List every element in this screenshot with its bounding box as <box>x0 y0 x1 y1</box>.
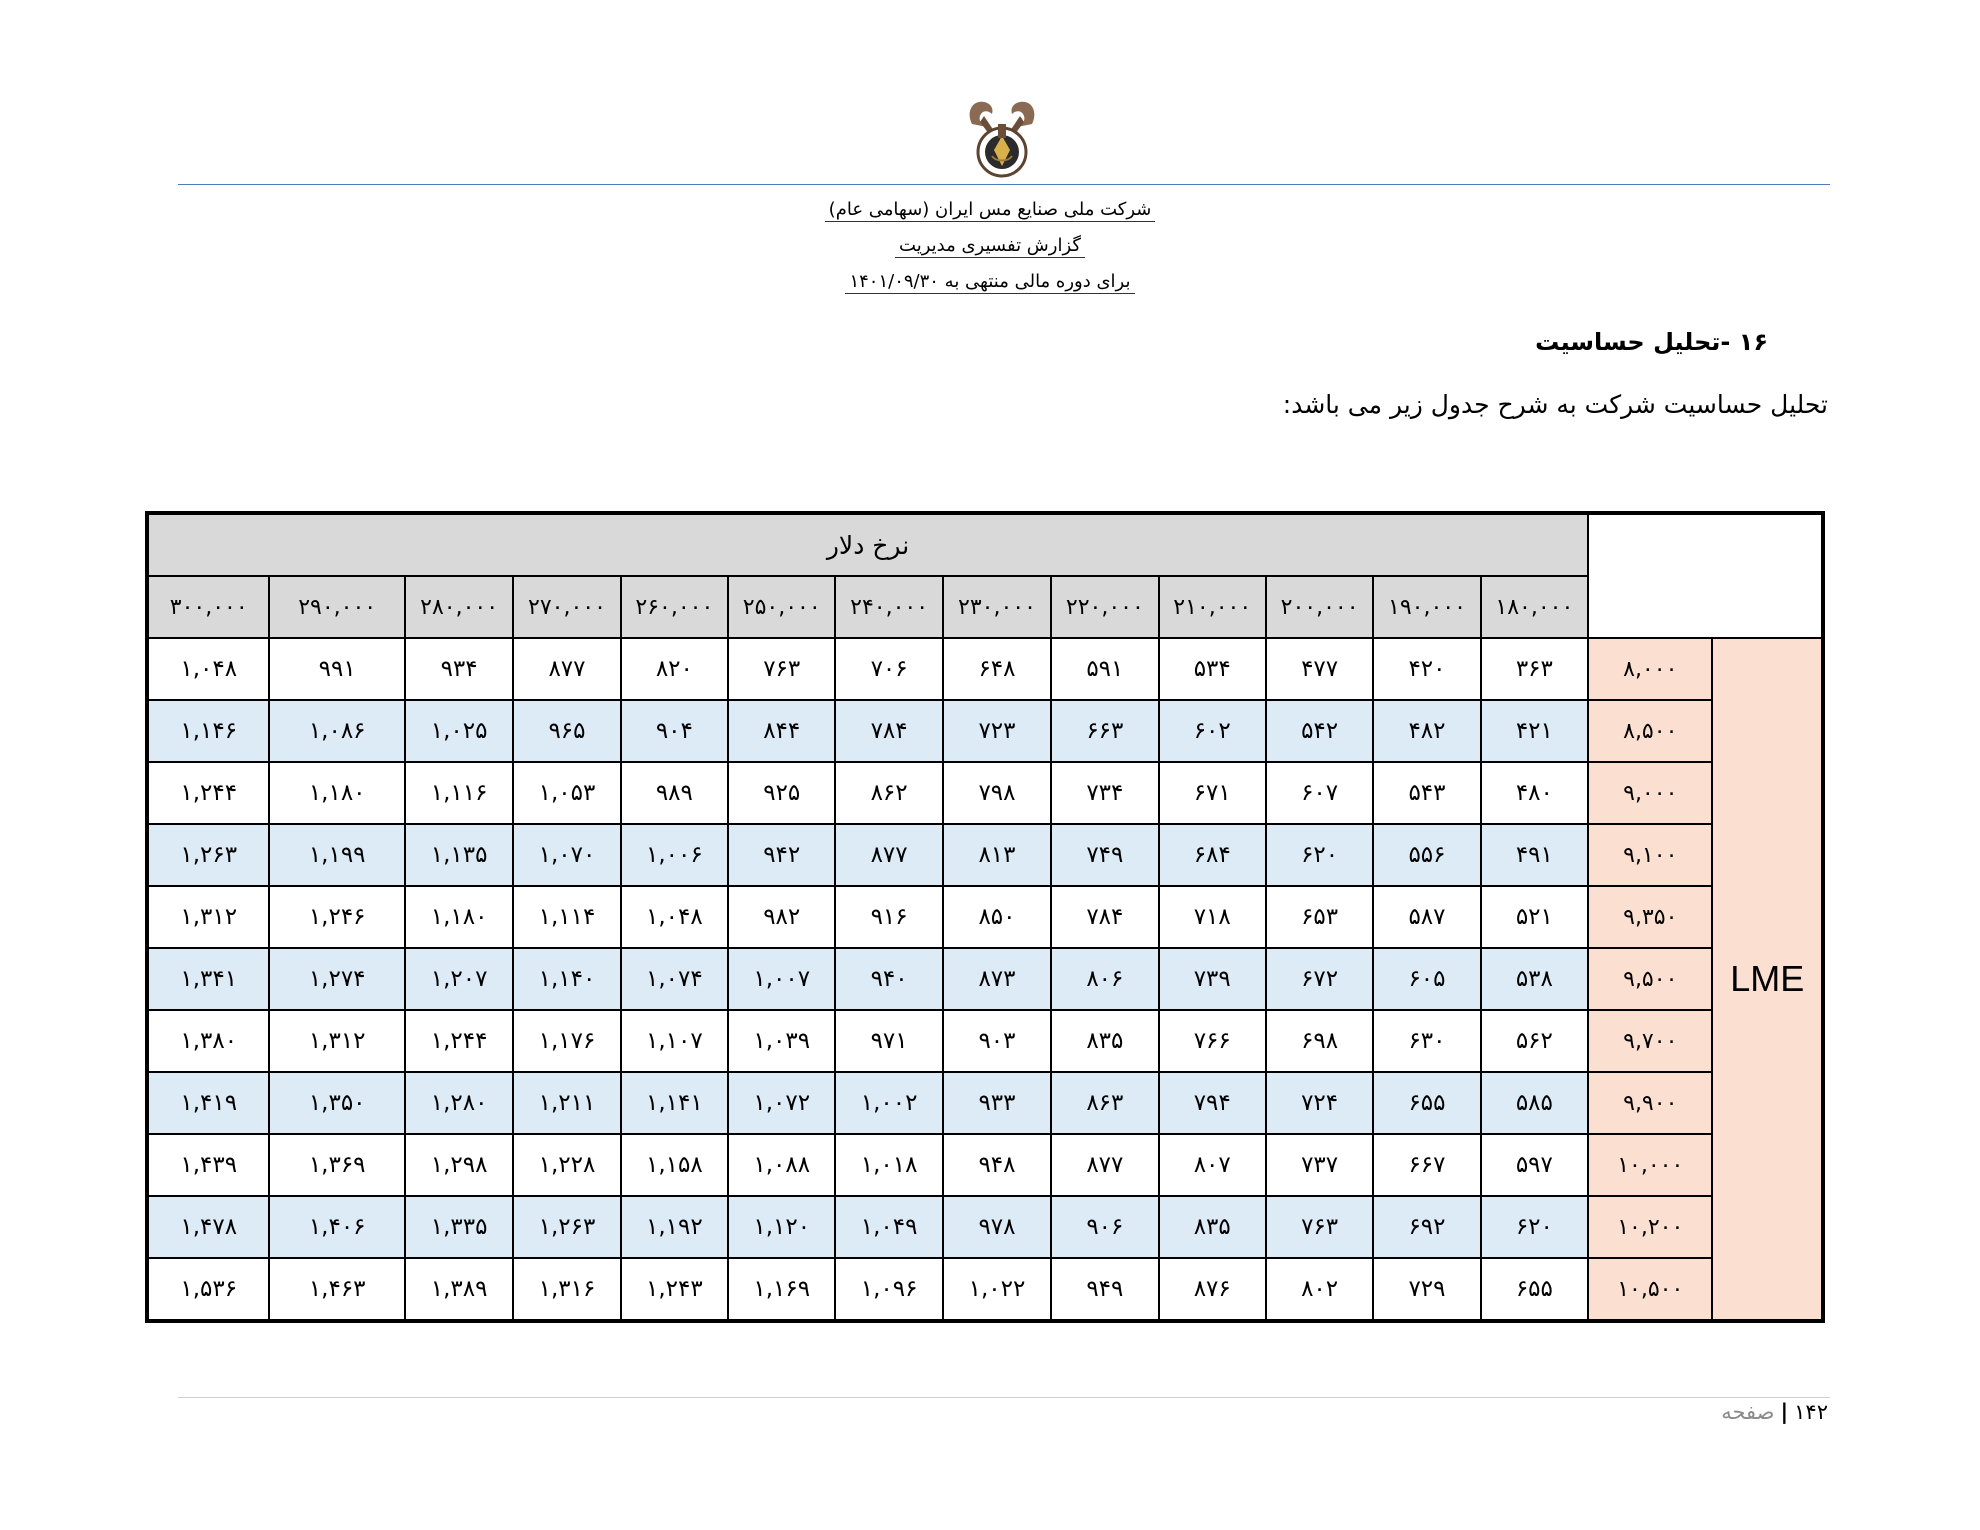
table-cell: ۶۴۸ <box>943 638 1051 700</box>
table-cell: ۱,۱۳۵ <box>405 824 513 886</box>
lme-price-cell: ۸,۰۰۰ <box>1588 638 1712 700</box>
lme-price-cell: ۹,۰۰۰ <box>1588 762 1712 824</box>
table-cell: ۸۲۰ <box>621 638 728 700</box>
table-cell: ۹۳۴ <box>405 638 513 700</box>
table-cell: ۶۹۲ <box>1373 1196 1480 1258</box>
table-cell: ۸۷۶ <box>1159 1258 1266 1321</box>
table-cell: ۱,۱۴۱ <box>621 1072 728 1134</box>
table-cell: ۱,۰۲۲ <box>943 1258 1051 1321</box>
table-cell: ۱,۰۷۲ <box>728 1072 835 1134</box>
dollar-rate-cell: ۲۷۰,۰۰۰ <box>513 576 620 638</box>
table-cell: ۱,۳۱۲ <box>269 1010 404 1072</box>
lme-price-cell: ۹,۳۵۰ <box>1588 886 1712 948</box>
page-label: صفحه <box>1721 1400 1775 1424</box>
table-cell: ۱,۳۸۹ <box>405 1258 513 1321</box>
table-cell: ۴۹۱ <box>1481 824 1588 886</box>
table-cell: ۷۳۴ <box>1051 762 1158 824</box>
table-cell: ۱,۲۴۴ <box>405 1010 513 1072</box>
report-title: گزارش تفسیری مدیریت <box>895 235 1085 258</box>
table-cell: ۸۷۷ <box>1051 1134 1158 1196</box>
table-cell: ۱,۱۸۰ <box>405 886 513 948</box>
table-cell: ۵۳۴ <box>1159 638 1266 700</box>
table-cell: ۶۰۵ <box>1373 948 1480 1010</box>
dollar-rate-cell: ۲۶۰,۰۰۰ <box>621 576 728 638</box>
table-cell: ۸۷۷ <box>513 638 620 700</box>
table-cell: ۷۲۳ <box>943 700 1051 762</box>
table-row <box>147 1010 1823 1072</box>
table-cell: ۱,۰۰۶ <box>621 824 728 886</box>
table-cell: ۵۵۶ <box>1373 824 1480 886</box>
table-cell: ۷۶۳ <box>728 638 835 700</box>
table-cell: ۶۳۰ <box>1373 1010 1480 1072</box>
table-cell: ۹۸۲ <box>728 886 835 948</box>
table-cell: ۱,۱۹۹ <box>269 824 404 886</box>
sensitivity-table <box>145 511 1825 1323</box>
table-cell: ۱,۲۹۸ <box>405 1134 513 1196</box>
lme-price-cell: ۹,۷۰۰ <box>1588 1010 1712 1072</box>
table-cell: ۷۸۴ <box>1051 886 1158 948</box>
table-cell: ۱,۲۱۱ <box>513 1072 620 1134</box>
report-period: برای دوره مالی منتهی به ۱۴۰۱/۰۹/۳۰ <box>845 271 1134 294</box>
section-title: ۱۶ -تحلیل حساسیت <box>1535 328 1768 356</box>
lme-price-cell: ۱۰,۲۰۰ <box>1588 1196 1712 1258</box>
table-cell: ۶۲۰ <box>1266 824 1373 886</box>
table-cell: ۱,۲۲۸ <box>513 1134 620 1196</box>
table-cell: ۵۲۱ <box>1481 886 1588 948</box>
table-cell: ۹۶۵ <box>513 700 620 762</box>
table-row <box>147 638 1823 700</box>
table-cell: ۱,۰۲۵ <box>405 700 513 762</box>
table-row <box>147 824 1823 886</box>
table-cell: ۱,۳۸۰ <box>147 1010 269 1072</box>
table-cell: ۷۴۹ <box>1051 824 1158 886</box>
table-cell: ۷۶۶ <box>1159 1010 1266 1072</box>
dollar-rate-cell: ۲۲۰,۰۰۰ <box>1051 576 1158 638</box>
table-cell: ۷۳۷ <box>1266 1134 1373 1196</box>
table-cell: ۹۷۱ <box>835 1010 942 1072</box>
table-cell: ۵۹۷ <box>1481 1134 1588 1196</box>
table-cell: ۶۶۷ <box>1373 1134 1480 1196</box>
table-cell: ۱,۳۵۰ <box>269 1072 404 1134</box>
table-cell: ۶۵۳ <box>1266 886 1373 948</box>
table-cell: ۱,۱۰۷ <box>621 1010 728 1072</box>
lme-price-cell: ۹,۹۰۰ <box>1588 1072 1712 1134</box>
dollar-rate-cell: ۲۹۰,۰۰۰ <box>269 576 404 638</box>
lme-price-cell: ۹,۵۰۰ <box>1588 948 1712 1010</box>
table-cell: ۴۲۰ <box>1373 638 1480 700</box>
dollar-rate-cell: ۲۴۰,۰۰۰ <box>835 576 942 638</box>
table-cell: ۸۷۷ <box>835 824 942 886</box>
table-row <box>147 762 1823 824</box>
table-cell: ۹۴۸ <box>943 1134 1051 1196</box>
table-cell: ۱,۰۱۸ <box>835 1134 942 1196</box>
table-cell: ۸۰۷ <box>1159 1134 1266 1196</box>
table-cell: ۷۹۴ <box>1159 1072 1266 1134</box>
table-cell: ۱,۴۰۶ <box>269 1196 404 1258</box>
table-cell: ۸۴۴ <box>728 700 835 762</box>
table-cell: ۹۰۴ <box>621 700 728 762</box>
table-cell: ۸۳۵ <box>1159 1196 1266 1258</box>
lme-price-cell: ۱۰,۵۰۰ <box>1588 1258 1712 1321</box>
table-cell: ۱,۰۸۸ <box>728 1134 835 1196</box>
table-cell: ۱,۱۲۰ <box>728 1196 835 1258</box>
table-cell: ۱,۰۰۲ <box>835 1072 942 1134</box>
table-cell: ۹۸۹ <box>621 762 728 824</box>
table-cell: ۱,۳۱۲ <box>147 886 269 948</box>
table-cell: ۶۰۷ <box>1266 762 1373 824</box>
table-row <box>147 948 1823 1010</box>
table-cell: ۷۶۳ <box>1266 1196 1373 1258</box>
lme-label: LME <box>1712 638 1823 1321</box>
company-logo <box>962 94 1042 180</box>
table-cell: ۱,۳۱۶ <box>513 1258 620 1321</box>
table-cell: ۷۲۴ <box>1266 1072 1373 1134</box>
dollar-rate-cell: ۲۱۰,۰۰۰ <box>1159 576 1266 638</box>
table-cell: ۵۶۲ <box>1481 1010 1588 1072</box>
table-cell: ۸۳۵ <box>1051 1010 1158 1072</box>
table-cell: ۱,۱۶۹ <box>728 1258 835 1321</box>
table-cell: ۱,۰۹۶ <box>835 1258 942 1321</box>
table-cell: ۴۸۰ <box>1481 762 1588 824</box>
table-cell: ۵۴۲ <box>1266 700 1373 762</box>
table-cell: ۸۵۰ <box>943 886 1051 948</box>
table-cell: ۱,۵۳۶ <box>147 1258 269 1321</box>
dollar-rates-row <box>147 576 1823 638</box>
table-cell: ۶۲۰ <box>1481 1196 1588 1258</box>
table-cell: ۹۰۳ <box>943 1010 1051 1072</box>
table-cell: ۷۸۴ <box>835 700 942 762</box>
table-cell: ۸۰۲ <box>1266 1258 1373 1321</box>
table-cell: ۱,۱۷۶ <box>513 1010 620 1072</box>
corner-cell <box>1588 513 1823 638</box>
table-cell: ۸۱۳ <box>943 824 1051 886</box>
dollar-rate-cell: ۲۰۰,۰۰۰ <box>1266 576 1373 638</box>
table-cell: ۷۱۸ <box>1159 886 1266 948</box>
table-cell: ۱,۱۱۴ <box>513 886 620 948</box>
table-cell: ۹۴۲ <box>728 824 835 886</box>
table-cell: ۱,۱۹۲ <box>621 1196 728 1258</box>
table-cell: ۹۴۰ <box>835 948 942 1010</box>
table-row <box>147 1258 1823 1321</box>
document-header <box>690 192 1290 300</box>
table-cell: ۱,۴۳۹ <box>147 1134 269 1196</box>
table-cell: ۱,۲۷۴ <box>269 948 404 1010</box>
table-cell: ۱,۴۶۳ <box>269 1258 404 1321</box>
table-row <box>147 700 1823 762</box>
table-cell: ۱,۰۴۹ <box>835 1196 942 1258</box>
table-cell: ۱,۰۳۹ <box>728 1010 835 1072</box>
table-cell: ۱,۰۰۷ <box>728 948 835 1010</box>
table-cell: ۱,۱۸۰ <box>269 762 404 824</box>
table-cell: ۱,۱۵۸ <box>621 1134 728 1196</box>
table-cell: ۹۰۶ <box>1051 1196 1158 1258</box>
table-cell: ۴۸۲ <box>1373 700 1480 762</box>
table-cell: ۱,۲۴۶ <box>269 886 404 948</box>
table-cell: ۸۷۳ <box>943 948 1051 1010</box>
table-cell: ۹۷۸ <box>943 1196 1051 1258</box>
table-cell: ۱,۱۴۰ <box>513 948 620 1010</box>
dollar-rate-cell: ۲۸۰,۰۰۰ <box>405 576 513 638</box>
table-cell: ۱,۴۷۸ <box>147 1196 269 1258</box>
dollar-rate-header: نرخ دلار <box>147 513 1588 576</box>
table-cell: ۱,۲۴۳ <box>621 1258 728 1321</box>
table-cell: ۱,۲۴۴ <box>147 762 269 824</box>
table-cell: ۱,۰۷۴ <box>621 948 728 1010</box>
table-cell: ۴۲۱ <box>1481 700 1588 762</box>
table-row <box>147 1134 1823 1196</box>
table-cell: ۷۲۹ <box>1373 1258 1480 1321</box>
table-cell: ۹۴۹ <box>1051 1258 1158 1321</box>
table-cell: ۷۹۸ <box>943 762 1051 824</box>
table-cell: ۳۶۳ <box>1481 638 1588 700</box>
table-cell: ۶۶۳ <box>1051 700 1158 762</box>
table-cell: ۱,۰۵۳ <box>513 762 620 824</box>
table-cell: ۸۰۶ <box>1051 948 1158 1010</box>
table-cell: ۹۹۱ <box>269 638 404 700</box>
page-number: ۱۴۲ <box>1794 1400 1828 1424</box>
table-cell: ۱,۳۳۵ <box>405 1196 513 1258</box>
table-cell: ۵۸۷ <box>1373 886 1480 948</box>
table-cell: ۷۳۹ <box>1159 948 1266 1010</box>
lme-price-cell: ۱۰,۰۰۰ <box>1588 1134 1712 1196</box>
table-cell: ۵۳۸ <box>1481 948 1588 1010</box>
table-cell: ۵۹۱ <box>1051 638 1158 700</box>
table-cell: ۴۷۷ <box>1266 638 1373 700</box>
table-cell: ۱,۲۶۳ <box>147 824 269 886</box>
table-cell: ۱,۳۴۱ <box>147 948 269 1010</box>
table-cell: ۱,۰۷۰ <box>513 824 620 886</box>
dollar-rate-cell: ۱۹۰,۰۰۰ <box>1373 576 1480 638</box>
footer-separator: | <box>1780 1400 1789 1424</box>
table-cell: ۹۱۶ <box>835 886 942 948</box>
table-cell: ۶۵۵ <box>1481 1258 1588 1321</box>
company-name: شرکت ملی صنایع مس ایران (سهامی عام) <box>825 199 1156 222</box>
table-cell: ۶۵۵ <box>1373 1072 1480 1134</box>
table-cell: ۱,۰۸۶ <box>269 700 404 762</box>
header-rule <box>178 184 1830 185</box>
lme-price-cell: ۸,۵۰۰ <box>1588 700 1712 762</box>
table-cell: ۹۳۳ <box>943 1072 1051 1134</box>
table-cell: ۱,۱۱۶ <box>405 762 513 824</box>
table-cell: ۶۸۴ <box>1159 824 1266 886</box>
table-cell: ۱,۲۰۷ <box>405 948 513 1010</box>
section-intro: تحلیل حساسیت شرکت به شرح جدول زیر می باشد: <box>1282 390 1828 419</box>
footer-rule <box>178 1397 1830 1398</box>
table-cell: ۱,۲۶۳ <box>513 1196 620 1258</box>
table-row <box>147 1196 1823 1258</box>
table-cell: ۱,۰۴۸ <box>147 638 269 700</box>
table-cell: ۶۷۲ <box>1266 948 1373 1010</box>
table-cell: ۵۸۵ <box>1481 1072 1588 1134</box>
dollar-rate-cell: ۳۰۰,۰۰۰ <box>147 576 269 638</box>
table-cell: ۸۶۲ <box>835 762 942 824</box>
dollar-rate-cell: ۱۸۰,۰۰۰ <box>1481 576 1588 638</box>
lme-price-cell: ۹,۱۰۰ <box>1588 824 1712 886</box>
table-cell: ۶۰۲ <box>1159 700 1266 762</box>
table-cell: ۷۰۶ <box>835 638 942 700</box>
table-row <box>147 1072 1823 1134</box>
table-cell: ۱,۰۴۸ <box>621 886 728 948</box>
table-cell: ۶۷۱ <box>1159 762 1266 824</box>
table-cell: ۱,۴۱۹ <box>147 1072 269 1134</box>
table-cell: ۸۶۳ <box>1051 1072 1158 1134</box>
dollar-rate-cell: ۲۳۰,۰۰۰ <box>943 576 1051 638</box>
table-cell: ۹۲۵ <box>728 762 835 824</box>
table-cell: ۵۴۳ <box>1373 762 1480 824</box>
table-cell: ۱,۳۶۹ <box>269 1134 404 1196</box>
table-cell: ۶۹۸ <box>1266 1010 1373 1072</box>
table-cell: ۱,۱۴۶ <box>147 700 269 762</box>
table-row <box>147 886 1823 948</box>
table-cell: ۱,۲۸۰ <box>405 1072 513 1134</box>
dollar-rate-cell: ۲۵۰,۰۰۰ <box>728 576 835 638</box>
page-footer <box>1721 1400 1828 1424</box>
